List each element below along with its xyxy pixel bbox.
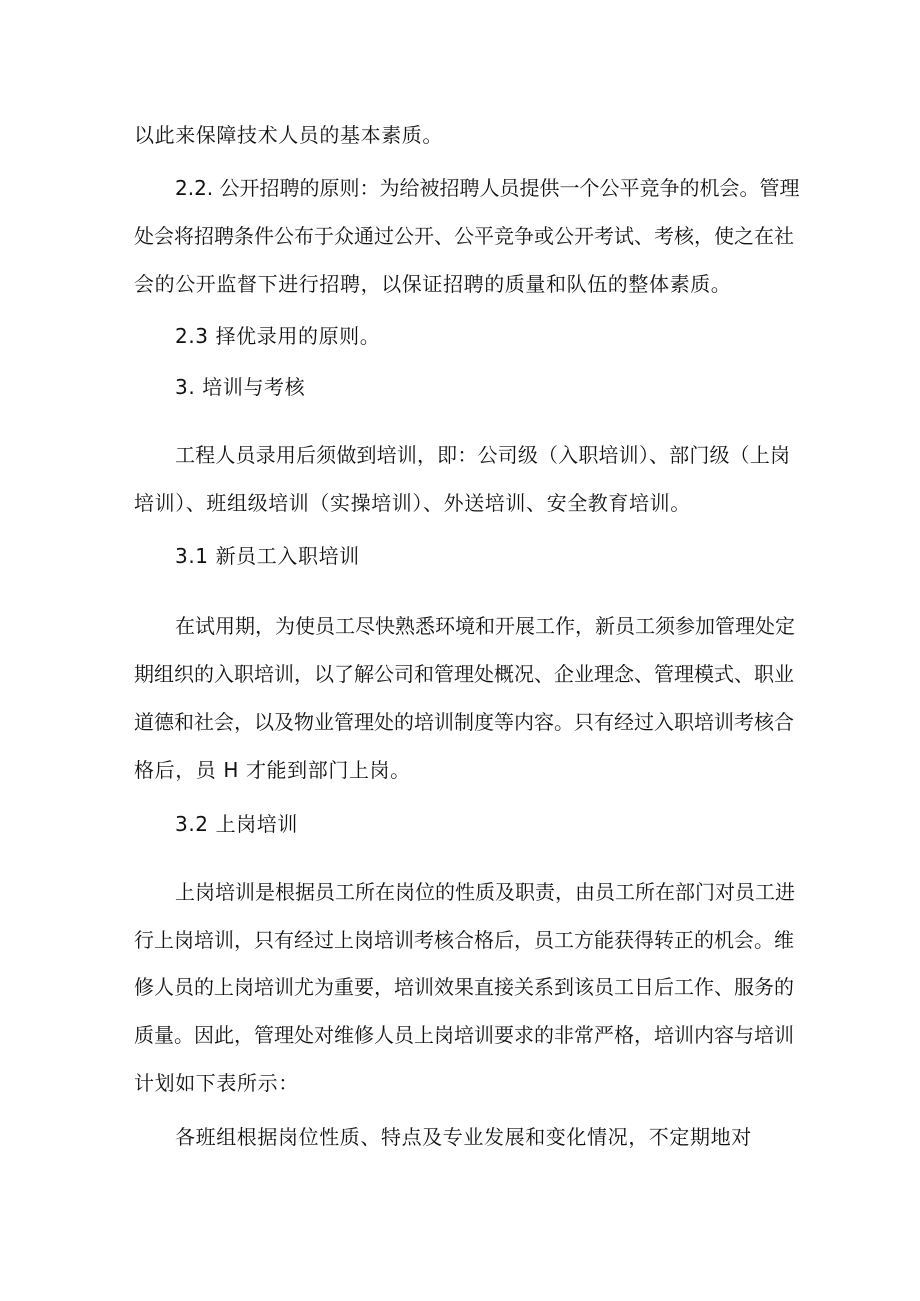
paragraph-line: 培训）、班组级培训（实操培训）、外送培训、安全教育培训。	[134, 491, 691, 515]
paragraph-line: 期组织的入职培训，以了解公司和管理处概况、企业理念、管理模式、职业	[134, 662, 794, 686]
section-heading-2-2: 2.2. 公开招聘的原则：为给被招聘人员提供一个公平竞争的机会。管理	[175, 176, 800, 200]
paragraph-line: 道德和社会，以及物业管理处的培训制度等内容。只有经过入职培训考核合	[134, 710, 794, 734]
paragraph-line: 工程人员录用后须做到培训，即：公司级（入职培训）、部门级（上岗	[175, 443, 790, 467]
paragraph-line: 修人员的上岗培训尤为重要，培训效果直接关系到该员工日后工作、服务的	[134, 975, 794, 999]
paragraph-line: 以此来保障技术人员的基本素质。	[134, 123, 443, 147]
paragraph-line: 会的公开监督下进行招聘，以保证招聘的质量和队伍的整体素质。	[134, 272, 732, 296]
section-heading-3-1: 3.1 新员工入职培训	[175, 544, 360, 568]
section-heading-3: 3. 培训与考核	[175, 375, 306, 399]
paragraph-line: 处会将招聘条件公布于众通过公开、公平竞争或公开考试、考核，使之在社	[134, 224, 794, 248]
section-heading-3-2: 3.2 上岗培训	[175, 812, 298, 836]
paragraph-line: 计划如下表所示：	[134, 1071, 299, 1095]
paragraph-line: 行上岗培训，只有经过上岗培训考核合格后，员工方能获得转正的机会。维	[134, 928, 794, 952]
paragraph-line: 质量。因此，管理处对维修人员上岗培训要求的非常严格，培训内容与培训	[134, 1023, 794, 1047]
paragraph-line: 上岗培训是根据员工所在岗位的性质及职责，由员工所在部门对员工进	[175, 880, 795, 904]
paragraph-line: 在试用期，为使员工尽快熟悉环境和开展工作，新员工须参加管理处定	[175, 614, 795, 638]
section-heading-2-3: 2.3 择优录用的原则。	[175, 324, 381, 348]
paragraph-line: 各班组根据岗位性质、特点及专业发展和变化情况，不定期地对	[175, 1125, 752, 1149]
paragraph-line: 格后，员 H 才能到部门上岗。	[134, 758, 411, 782]
